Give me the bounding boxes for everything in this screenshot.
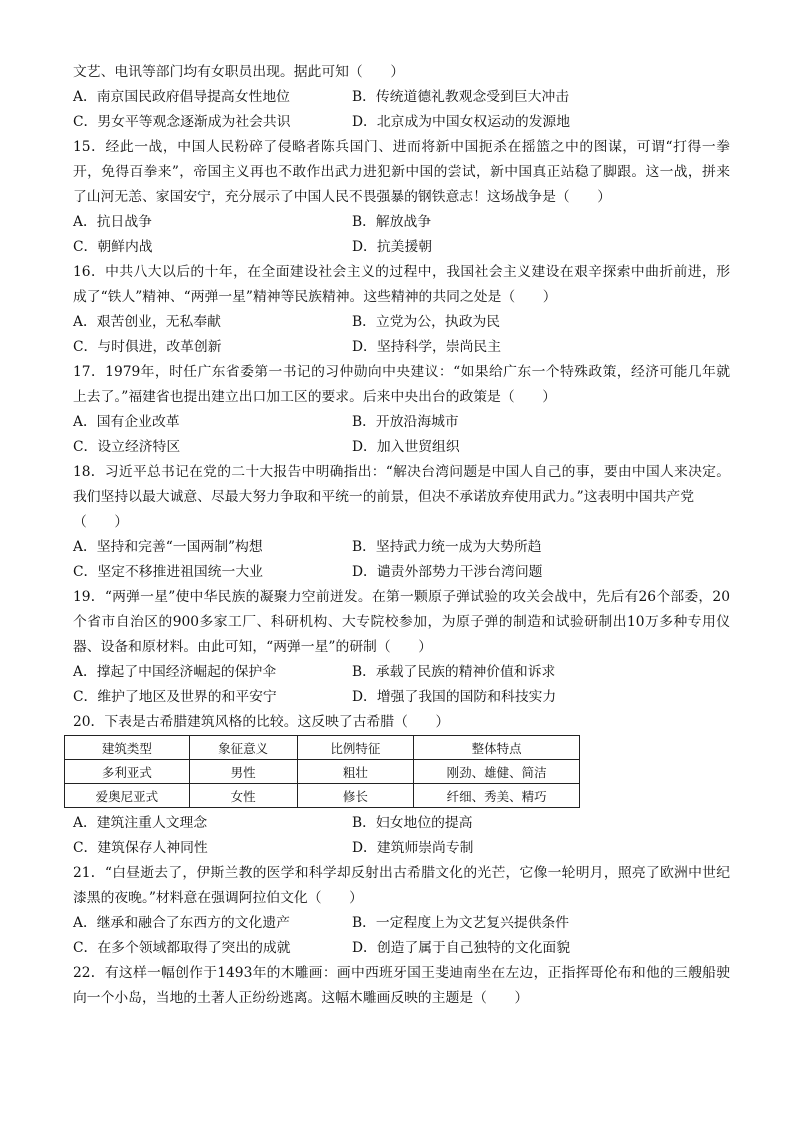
- option-b: B．妇女地位的提高: [352, 815, 473, 831]
- question-stem-line: 器、设备和原材料。由此可知，“两弹一星”的研制（ ）: [73, 639, 433, 655]
- question-stem-line: （ ）: [73, 514, 129, 530]
- table-cell: 修长: [297, 784, 414, 808]
- question-15: [73, 135, 730, 260]
- option-c: C．男女平等观念逐渐成为社会共识: [73, 114, 291, 130]
- option-d: D．加入世贸组织: [352, 439, 460, 455]
- option-row: [73, 936, 730, 961]
- table-cell: 粗壮: [297, 760, 414, 784]
- option-row: [73, 836, 730, 861]
- question-stem-line: 我们坚持以最大诚意、尽最大努力争取和平统一的前景，但决不承诺放弃使用武力。”这表明中国共产党: [73, 489, 695, 505]
- table-row: [65, 784, 580, 808]
- option-b: B．承载了民族的精神价值和诉求: [352, 664, 556, 680]
- question-stem-line: 20．下表是古希腊建筑风格的比较。这反映了古希腊（ ）: [73, 714, 450, 730]
- exam-page: [73, 60, 730, 1011]
- option-b: B．一定程度上为文艺复兴提供条件: [352, 915, 570, 931]
- question-stem-line: 个省市自治区的900多家工厂、科研机构、大专院校参加，为原子弹的制造和试验研制出10万多种专用仪: [73, 614, 730, 630]
- question-stem-line: 22．有这样一幅创作于1493年的木雕画：画中西班牙国王斐迪南坐在左边，正指挥哥伦布和他的三艘船驶: [73, 965, 730, 981]
- question-22: [73, 961, 730, 1011]
- question-stem-line: 了山河无恙、家国安宁，充分展示了中国人民不畏强暴的钢铁意志！这场战争是（ ）: [73, 189, 612, 205]
- option-a: A．撑起了中国经济崛起的保护伞: [73, 664, 277, 680]
- table-cell: 女性: [189, 784, 297, 808]
- question-stem-line: 文艺、电讯等部门均有女职员出现。据此可知（ ）: [73, 64, 405, 80]
- option-a: A．建筑注重人文理念: [73, 815, 208, 831]
- question-stem-line: 15．经此一战，中国人民粉碎了侵略者陈兵国门、进而将新中国扼杀在摇篮之中的图谋，可谓“打得一拳: [73, 139, 730, 155]
- question-18: [73, 460, 730, 585]
- question-stem-line: 上去了。”福建省也提出建立出口加工区的要求。后来中央出台的政策是（ ）: [73, 389, 557, 405]
- question-19: [73, 585, 730, 710]
- question-17: [73, 360, 730, 460]
- option-a: A．国有企业改革: [73, 414, 180, 430]
- option-c: C．在多个领域都取得了突出的成就: [73, 940, 291, 956]
- question-16: [73, 260, 730, 360]
- option-row: [73, 560, 730, 585]
- option-b: B．开放沿海城市: [352, 414, 459, 430]
- table-header-row: [65, 736, 580, 760]
- table-cell: 纤细、秀美、精巧: [414, 784, 580, 808]
- question-stem-line: 19．“两弹一星”使中华民族的凝聚力空前迸发。在第一颗原子弹试验的攻关会战中，先后有26个部委，20: [73, 589, 730, 605]
- question-20: [73, 710, 730, 861]
- option-row: [73, 535, 730, 560]
- option-row: [73, 660, 730, 685]
- option-b: B．坚持武力统一成为大势所趋: [352, 539, 542, 555]
- option-a: A．坚持和完善“一国两制”构想: [73, 539, 263, 555]
- option-row: [73, 811, 730, 836]
- table-row: [65, 760, 580, 784]
- option-c: C．建筑保存人神同性: [73, 840, 208, 856]
- option-d: D．坚持科学，崇尚民主: [352, 339, 502, 355]
- option-c: C．维护了地区及世界的和平安宁: [73, 689, 277, 705]
- table-cell: 男性: [189, 760, 297, 784]
- question-stem-line: 开，免得百拳来”，帝国主义再也不敢作出武力进犯新中国的尝试，新中国真正站稳了脚跟。这一战，拼来: [73, 164, 730, 180]
- table-header-cell: 象征意义: [189, 736, 297, 760]
- question-stem-line: 21．“白昼逝去了，伊斯兰教的医学和科学却反射出古希腊文化的光芒，它像一轮明月，照亮了欧洲中世纪: [73, 865, 730, 881]
- option-row: [73, 911, 730, 936]
- option-c: C．朝鲜内战: [73, 239, 153, 255]
- question-stem-line: 向一个小岛，当地的土著人正纷纷逃离。这幅木雕画反映的主题是（ ）: [73, 990, 529, 1006]
- option-row: [73, 210, 730, 235]
- question-stem-line: 17．1979年，时任广东省委第一书记的习仲勋向中央建议：“如果给广东一个特殊政策，经济可能几年就: [73, 364, 730, 380]
- option-b: B．立党为公，执政为民: [352, 314, 501, 330]
- option-a: A．抗日战争: [73, 214, 152, 230]
- table-header-cell: 建筑类型: [65, 736, 190, 760]
- option-row: [73, 685, 730, 710]
- architecture-comparison-table: [64, 735, 580, 808]
- option-b: B．解放战争: [352, 214, 432, 230]
- option-row: [73, 435, 730, 460]
- table-cell: 刚劲、雄健、简洁: [414, 760, 580, 784]
- question-21: [73, 861, 730, 961]
- option-row: [73, 310, 730, 335]
- option-c: C．与时俱进，改革创新: [73, 339, 222, 355]
- option-d: D．创造了属于自己独特的文化面貌: [352, 940, 571, 956]
- table-cell: 爱奥尼亚式: [65, 784, 190, 808]
- option-c: C．设立经济特区: [73, 439, 181, 455]
- question-stem-line: 成了“铁人”精神、“两弹一星”精神等民族精神。这些精神的共同之处是（ ）: [73, 289, 557, 305]
- option-row: [73, 335, 730, 360]
- option-b: B．传统道德礼教观念受到巨大冲击: [352, 89, 570, 105]
- option-d: D．北京成为中国女权运动的发源地: [352, 114, 571, 130]
- table-header-cell: 比例特征: [297, 736, 414, 760]
- option-row: [73, 110, 730, 135]
- question-stem-line: 16．中共八大以后的十年，在全面建设社会主义的过程中，我国社会主义建设在艰辛探索中曲折前进，形: [73, 264, 730, 280]
- table-cell: 多利亚式: [65, 760, 190, 784]
- option-c: C．坚定不移推进祖国统一大业: [73, 564, 263, 580]
- option-row: [73, 235, 730, 260]
- option-d: D．建筑师崇尚专制: [352, 840, 474, 856]
- option-a: A．艰苦创业，无私奉献: [73, 314, 221, 330]
- option-row: [73, 85, 730, 110]
- option-d: D．谴责外部势力干涉台湾问题: [352, 564, 543, 580]
- question-14: [73, 60, 730, 135]
- question-stem-line: 18．习近平总书记在党的二十大报告中明确指出：“解决台湾问题是中国人自己的事，要由中国人来决定。: [73, 464, 730, 480]
- option-a: A．继承和融合了东西方的文化遗产: [73, 915, 290, 931]
- option-row: [73, 410, 730, 435]
- option-d: D．抗美援朝: [352, 239, 433, 255]
- table-header-cell: 整体特点: [414, 736, 580, 760]
- question-stem-line: 漆黑的夜晚。”材料意在强调阿拉伯文化（ ）: [73, 890, 363, 906]
- option-d: D．增强了我国的国防和科技实力: [352, 689, 557, 705]
- option-a: A．南京国民政府倡导提高女性地位: [73, 89, 290, 105]
